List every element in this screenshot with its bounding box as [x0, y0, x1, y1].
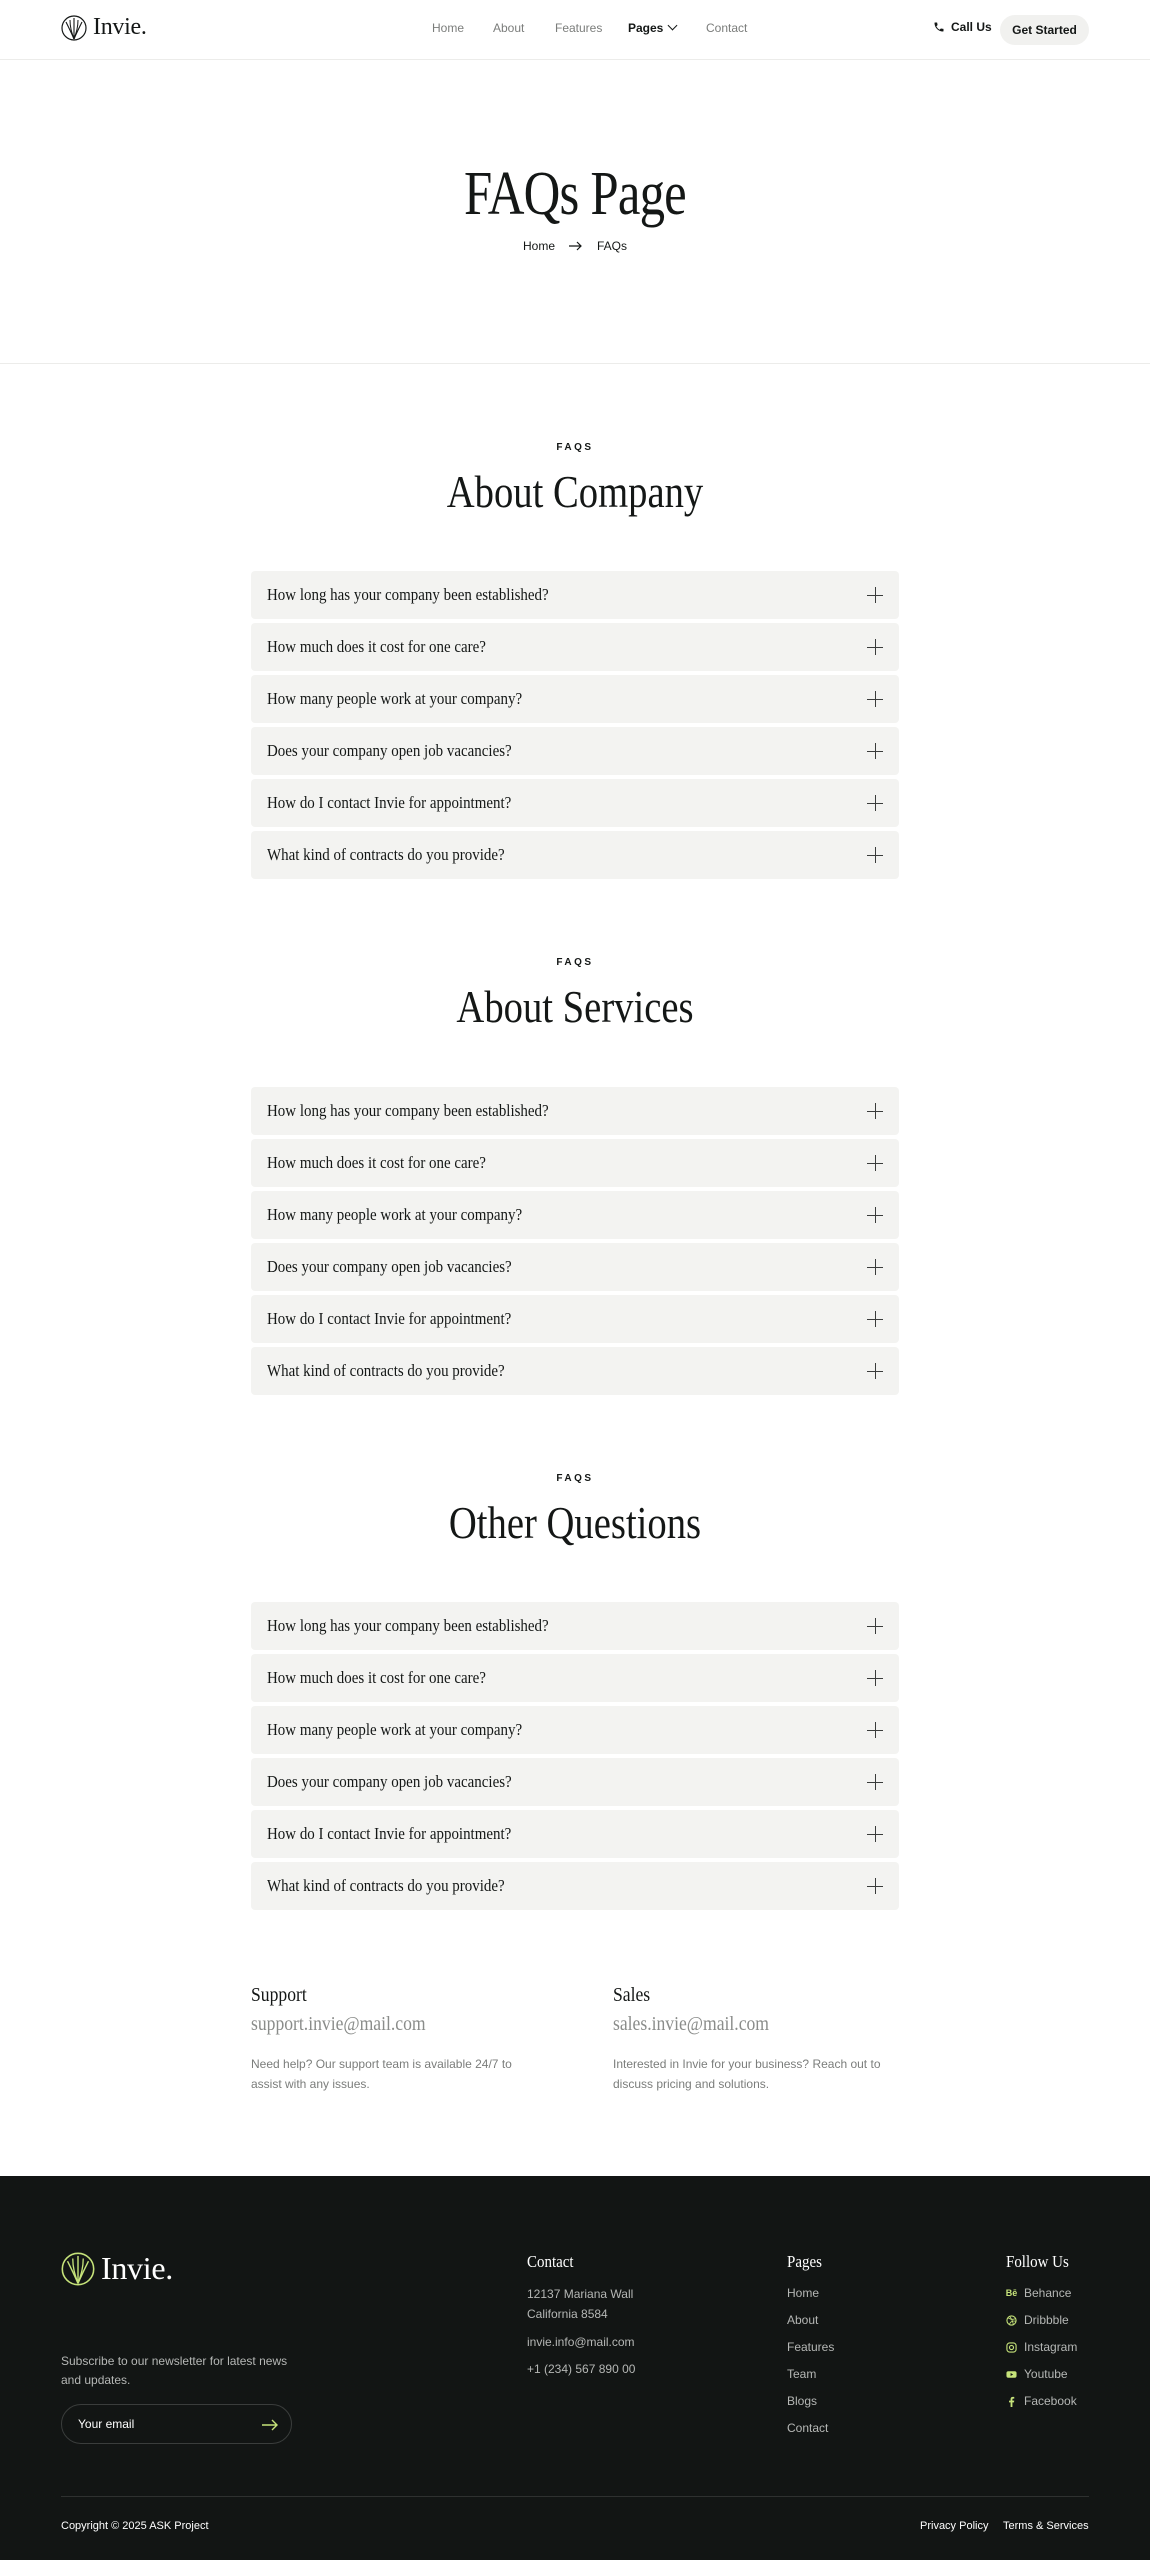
footer-phone-link[interactable]: +1 (234) 567 890 00 [527, 2362, 636, 2376]
section-label: FAQS [556, 442, 594, 453]
faq-item[interactable] [251, 623, 899, 671]
section-label: FAQS [556, 957, 594, 968]
plus-icon[interactable] [867, 1878, 883, 1894]
sales-email-link[interactable]: sales.invie@mail.com [613, 2013, 769, 2035]
social-dribbble[interactable] [1006, 2311, 1077, 2329]
social-label: Behance [1024, 2286, 1072, 2300]
plus-icon[interactable] [867, 639, 883, 655]
faq-question: How do I contact Invie for appointment? [267, 1824, 512, 1843]
plus-icon[interactable] [867, 1618, 883, 1634]
footer-address [527, 2284, 635, 2324]
footer-follow-title: Follow Us [1006, 2252, 1069, 2271]
faq-item[interactable] [251, 1810, 899, 1858]
faq-question: Does your company open job vacancies? [267, 741, 512, 760]
plus-icon[interactable] [867, 847, 883, 863]
youtube-icon [1006, 2369, 1017, 2380]
social-label: Dribbble [1024, 2313, 1069, 2327]
plus-icon[interactable] [867, 587, 883, 603]
faq-question: How do I contact Invie for appointment? [267, 793, 512, 812]
faq-item[interactable] [251, 1706, 899, 1754]
breadcrumb-current: FAQs [597, 239, 628, 253]
get-started-button[interactable]: Get Started [1000, 15, 1089, 45]
faq-item[interactable] [251, 1758, 899, 1806]
plus-icon[interactable] [867, 691, 883, 707]
footer-contact-column [527, 2252, 635, 2378]
faq-item[interactable] [251, 1087, 899, 1135]
nav-pages-label: Pages [628, 21, 664, 35]
social-label: Youtube [1024, 2367, 1068, 2381]
faq-item[interactable] [251, 1191, 899, 1239]
faq-item[interactable] [251, 675, 899, 723]
footer-link-blogs[interactable]: Blogs [787, 2394, 818, 2408]
terms-link[interactable]: Terms & Services [1003, 2520, 1089, 2532]
breadcrumb [0, 239, 1150, 253]
faq-item[interactable] [251, 1347, 899, 1395]
nav-about[interactable]: About [493, 21, 525, 35]
faq-item[interactable] [251, 1862, 899, 1910]
faq-list-company [251, 571, 899, 883]
faq-question: What kind of contracts do you provide? [267, 1361, 505, 1380]
support-email-link[interactable]: support.invie@mail.com [251, 2013, 426, 2035]
site-footer [0, 2176, 1150, 2560]
faq-question: How much does it cost for one care? [267, 1668, 486, 1687]
page-title: FAQs Page [464, 160, 686, 228]
faq-question: How long has your company been established? [267, 1616, 549, 1635]
plus-icon[interactable] [867, 1774, 883, 1790]
faq-item[interactable] [251, 1243, 899, 1291]
footer-pages-column [787, 2252, 834, 2437]
plus-icon[interactable] [867, 1670, 883, 1686]
faq-item[interactable] [251, 727, 899, 775]
arrow-right-icon[interactable] [261, 2416, 279, 2434]
section-title-services: About Services [456, 981, 694, 1032]
footer-logo[interactable] [61, 2250, 173, 2287]
footer-contact-title: Contact [527, 2252, 574, 2271]
social-facebook[interactable] [1006, 2392, 1077, 2410]
sales-description: Interested in Invie for your business? Reach out to discuss pricing and solutions. [613, 2057, 881, 2091]
facebook-icon [1006, 2396, 1017, 2407]
faq-item[interactable] [251, 1139, 899, 1187]
newsletter-text: Subscribe to our newsletter for latest news and updates. [61, 2354, 288, 2387]
social-behance[interactable] [1006, 2284, 1077, 2302]
social-label: Facebook [1024, 2394, 1077, 2408]
footer-follow-column [1006, 2252, 1077, 2410]
phone-icon [933, 21, 945, 33]
faq-question: How much does it cost for one care? [267, 1153, 486, 1172]
nav-contact[interactable]: Contact [706, 21, 748, 35]
footer-pages-title: Pages [787, 2252, 822, 2271]
faq-question: What kind of contracts do you provide? [267, 1876, 505, 1895]
faq-item[interactable] [251, 571, 899, 619]
plus-icon[interactable] [867, 1103, 883, 1119]
footer-link-contact[interactable]: Contact [787, 2421, 829, 2435]
site-header [0, 0, 1150, 60]
arrow-right-icon [569, 241, 583, 251]
footer-divider [61, 2496, 1089, 2497]
faq-list-services [251, 1087, 899, 1399]
faq-item[interactable] [251, 779, 899, 827]
sales-block [613, 1984, 913, 2094]
support-block [251, 1984, 551, 2094]
copyright: Copyright © 2025 ASK Project [61, 2520, 209, 2532]
faq-item[interactable] [251, 1602, 899, 1650]
section-title-company: About Company [446, 466, 704, 517]
nav-home[interactable]: Home [432, 21, 465, 35]
behance-icon: Bē [1005, 2288, 1018, 2298]
support-description: Need help? Our support team is available 24/7 to assist with any issues. [251, 2057, 512, 2091]
faq-question: How many people work at your company? [267, 1205, 523, 1224]
call-us-link[interactable] [933, 20, 992, 34]
faq-question: How long has your company been established? [267, 585, 549, 604]
plus-icon[interactable] [867, 795, 883, 811]
footer-email-link[interactable]: invie.info@mail.com [527, 2335, 635, 2349]
faq-question: Does your company open job vacancies? [267, 1772, 512, 1791]
faq-question: How many people work at your company? [267, 1720, 523, 1739]
faq-question: How many people work at your company? [267, 689, 523, 708]
faq-item[interactable] [251, 1654, 899, 1702]
footer-link-features[interactable]: Features [787, 2340, 835, 2354]
support-title: Support [251, 1984, 307, 2006]
social-youtube[interactable] [1006, 2365, 1077, 2383]
plus-icon[interactable] [867, 1826, 883, 1842]
plus-icon[interactable] [867, 1363, 883, 1379]
plus-icon[interactable] [867, 1155, 883, 1171]
plus-icon[interactable] [867, 1207, 883, 1223]
footer-link-team[interactable]: Team [787, 2367, 817, 2381]
newsletter-form [61, 2404, 292, 2444]
faq-question: How much does it cost for one care? [267, 637, 486, 656]
instagram-icon [1006, 2342, 1017, 2353]
leaf-logo-icon [61, 2252, 95, 2286]
section-label: FAQS [556, 1473, 594, 1484]
plus-icon[interactable] [867, 1311, 883, 1327]
faq-question: What kind of contracts do you provide? [267, 845, 505, 864]
hero-section [0, 61, 1150, 364]
faq-question: Does your company open job vacancies? [267, 1257, 512, 1276]
logo-text: Invie. [93, 14, 147, 40]
section-title-other: Other Questions [448, 1497, 702, 1548]
chevron-down-icon [668, 21, 678, 31]
footer-logo-text: Invie. [101, 2250, 173, 2286]
social-instagram[interactable] [1006, 2338, 1077, 2356]
faq-item[interactable] [251, 1295, 899, 1343]
call-us-label: Call Us [951, 20, 992, 34]
privacy-policy-link[interactable]: Privacy Policy [920, 2520, 989, 2532]
faq-question: How long has your company been established? [267, 1101, 549, 1120]
footer-link-about[interactable]: About [787, 2313, 819, 2327]
nav-pages[interactable] [628, 21, 676, 35]
plus-icon[interactable] [867, 1259, 883, 1275]
breadcrumb-home[interactable]: Home [522, 239, 555, 253]
nav-features[interactable]: Features [555, 21, 603, 35]
faq-question: How do I contact Invie for appointment? [267, 1309, 512, 1328]
dribbble-icon [1006, 2315, 1017, 2326]
address-line-1: 12137 Mariana Wall [527, 2287, 634, 2301]
sales-title: Sales [613, 1984, 651, 2006]
faq-item[interactable] [251, 831, 899, 879]
social-label: Instagram [1024, 2340, 1078, 2354]
footer-link-home[interactable]: Home [787, 2286, 820, 2300]
plus-icon[interactable] [867, 743, 883, 759]
address-line-2: California 8584 [527, 2307, 608, 2321]
plus-icon[interactable] [867, 1722, 883, 1738]
newsletter-email-input[interactable] [78, 2417, 238, 2431]
faq-list-other [251, 1602, 899, 1914]
